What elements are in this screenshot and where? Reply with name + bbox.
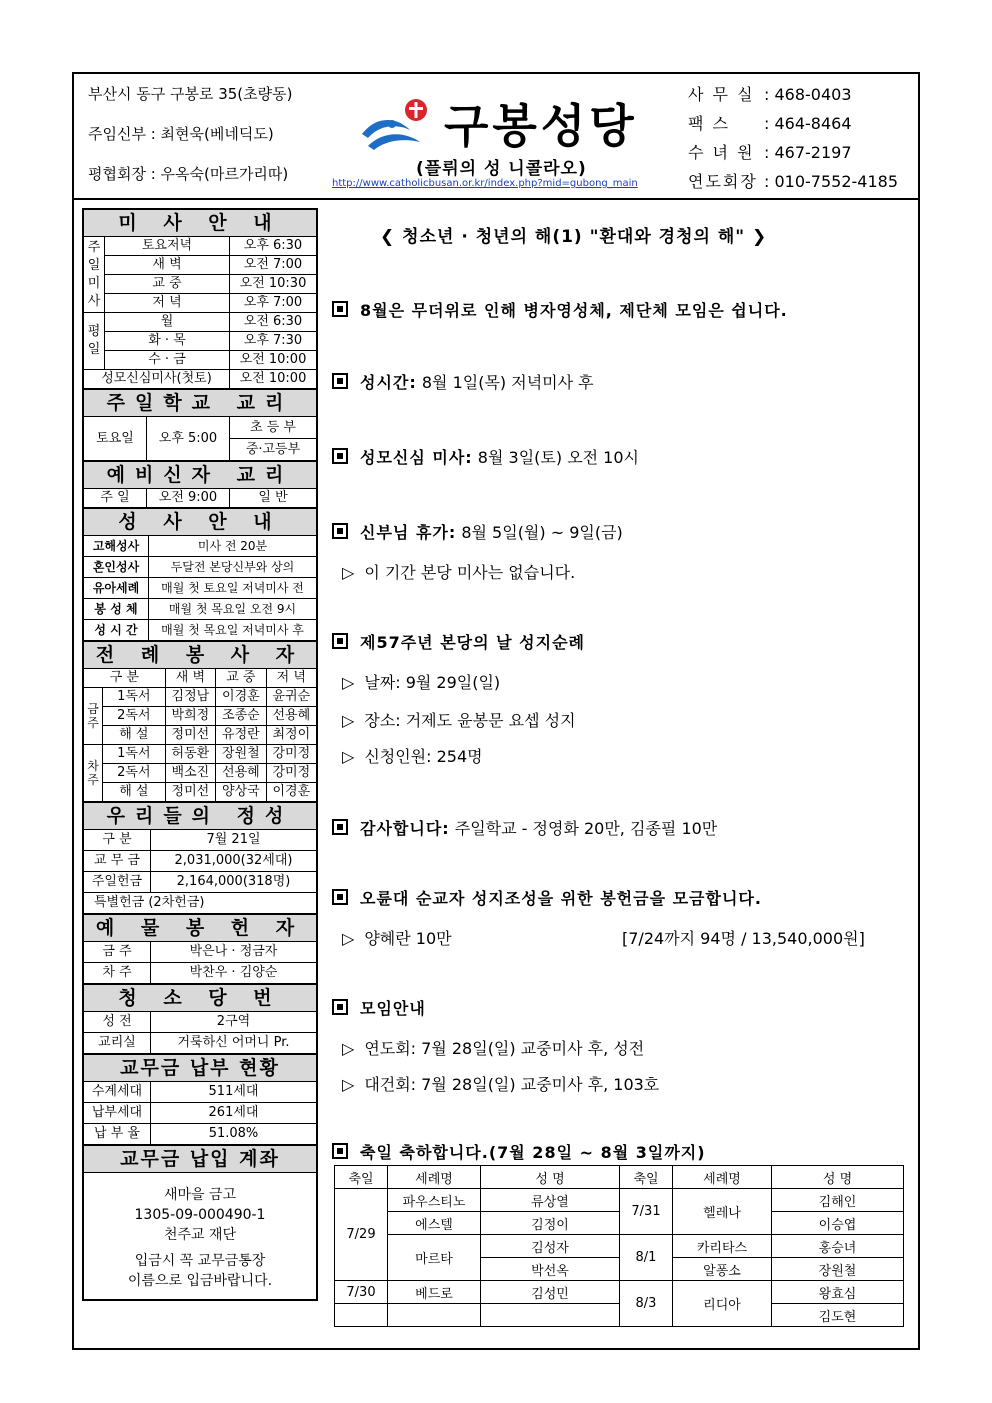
feast-baptismal: 리디아 xyxy=(673,1281,772,1327)
notice-pause: 8월은 무더위로 인해 병자영성체, 제단체 모임은 쉽니다. xyxy=(332,298,788,321)
contact-label: 사 무 실 xyxy=(688,85,755,104)
server-role: 해 설 xyxy=(103,726,166,745)
servers-table xyxy=(84,669,316,802)
notice-marian-mass: 성모신심 미사: 8월 3일(토) 오전 10시 xyxy=(332,445,639,468)
offering-name: 구 분 xyxy=(84,830,151,851)
donors-title: 예 물 봉 헌 자 xyxy=(84,914,316,942)
meeting-2: ▷ 대건회: 7월 28일(일) 교중미사 후, 103호 xyxy=(342,1075,660,1094)
notice-vacation: 신부님 휴가: 8월 5일(월) ~ 9일(금) xyxy=(332,520,623,543)
feast-person: 김성자 xyxy=(481,1235,620,1258)
catechumen-day: 주 일 xyxy=(84,489,147,508)
sacrament-desc: 매월 첫 목요일 오전 9시 xyxy=(149,599,317,620)
mass-time: 오후 7:00 xyxy=(230,294,317,313)
server-cell: 이경훈 xyxy=(216,688,266,707)
mass-title: 미 사 안 내 xyxy=(84,210,316,237)
sacraments-table xyxy=(84,536,316,641)
patron-saint: (플뤼의 성 니콜라오) xyxy=(416,159,587,179)
feast-date: 7/30 xyxy=(335,1281,388,1304)
mass-table xyxy=(84,237,316,389)
server-cell: 박희정 xyxy=(165,707,215,726)
sacrament-name: 고해성사 xyxy=(84,536,149,557)
server-role: 2독서 xyxy=(103,764,166,783)
dues-value: 511세대 xyxy=(151,1082,317,1103)
cleaning-table xyxy=(84,1012,316,1054)
donor-value: 박은나 · 정금자 xyxy=(151,942,317,963)
server-role: 해 설 xyxy=(103,783,166,802)
bullet-icon xyxy=(332,999,348,1015)
feast-baptismal: 알퐁소 xyxy=(673,1258,772,1281)
mass-name: 토요저녁 xyxy=(105,237,230,256)
offering-special: 특별헌금 (2차헌금) xyxy=(84,893,316,914)
pilgrimage-date: ▷ 날짜: 9월 29일(일) xyxy=(342,673,501,692)
account-line: 천주교 재단 xyxy=(163,1227,237,1243)
account-line: 1305-09-000490-1 xyxy=(134,1207,266,1223)
meeting-1: ▷ 연도회: 7월 28일(일) 교중미사 후, 성전 xyxy=(342,1039,645,1058)
sacrament-desc: 미사 전 20분 xyxy=(149,536,317,557)
sacrament-desc: 두달전 본당신부와 상의 xyxy=(149,557,317,578)
feast-header: 성 명 xyxy=(772,1166,904,1189)
contact-value: : 467-2197 xyxy=(764,143,852,162)
donor-name: 금 주 xyxy=(84,942,151,963)
bullet-icon xyxy=(332,889,348,905)
contact-value: : 010-7552-4185 xyxy=(764,172,898,191)
feast-empty xyxy=(388,1304,481,1327)
feast-baptismal: 마르타 xyxy=(388,1235,481,1281)
offering-title: 우리들의 정성 xyxy=(84,802,316,830)
sacraments-title: 성 사 안 내 xyxy=(84,508,316,536)
servers-header: 저 녁 xyxy=(266,669,316,688)
dues-name: 납부세대 xyxy=(84,1103,151,1124)
notice-thanks: 감사합니다: 주일학교 - 정영화 20만, 김종필 10만 xyxy=(332,816,717,839)
feast-person: 김도현 xyxy=(772,1304,904,1327)
server-cell: 허동환 xyxy=(165,745,215,764)
feast-date: 7/31 xyxy=(620,1189,673,1235)
server-cell: 장원철 xyxy=(216,745,266,764)
sacrament-name: 혼인성사 xyxy=(84,557,149,578)
sacrament-name: 봉 성 체 xyxy=(84,599,149,620)
dues-value: 261세대 xyxy=(151,1103,317,1124)
feast-header: 축일 xyxy=(335,1166,388,1189)
parish-url-link[interactable]: http://www.catholicbusan.or.kr/index.php?mid=gubong_main xyxy=(332,178,638,189)
servers-group-label: 금주 xyxy=(84,688,103,745)
server-role: 2독서 xyxy=(103,707,166,726)
dues-value: 51.08% xyxy=(151,1124,317,1145)
catechumen-table xyxy=(84,489,316,508)
account-line: 입금시 꼭 교무금통장 xyxy=(134,1253,266,1269)
feast-baptismal: 헬레나 xyxy=(673,1189,772,1235)
offering-value: 2,164,000(318명) xyxy=(151,872,317,893)
feast-date: 7/29 xyxy=(335,1189,388,1281)
mass-name: 교 중 xyxy=(105,275,230,294)
server-cell: 선용혜 xyxy=(266,707,316,726)
sunday-school-title: 주일학교 교리 xyxy=(84,389,316,417)
feast-person: 홍승녀 xyxy=(772,1235,904,1258)
cleaning-value: 거룩하신 어머니 Pr. xyxy=(151,1033,317,1054)
dues-title: 교무금 납부 현황 xyxy=(84,1054,316,1082)
server-cell: 김정남 xyxy=(165,688,215,707)
contact-label: 연도회장 xyxy=(688,172,758,191)
server-cell: 정미선 xyxy=(165,783,215,802)
server-cell: 유정란 xyxy=(216,726,266,745)
pilgrimage-count: ▷ 신청인원: 254명 xyxy=(342,747,483,766)
mass-time: 오후 7:30 xyxy=(230,332,317,351)
school-level: 초 등 부 xyxy=(230,417,317,439)
contact-value: : 468-0403 xyxy=(764,85,852,104)
bullet-icon xyxy=(332,633,348,649)
server-cell: 조종순 xyxy=(216,707,266,726)
servers-title: 전 례 봉 사 자 xyxy=(84,641,316,669)
parish-title xyxy=(332,84,680,196)
bullet-icon xyxy=(332,448,348,464)
feast-date: 8/1 xyxy=(620,1235,673,1281)
contact-list xyxy=(688,84,898,200)
offering-value: 7월 21일 xyxy=(151,830,317,851)
sunday-mass-label: 주 일 미 사 xyxy=(84,237,105,313)
servers-header: 교 중 xyxy=(216,669,266,688)
header-info xyxy=(88,84,293,204)
mass-name: 성모신심미사(첫토) xyxy=(84,370,230,389)
feast-baptismal: 카리타스 xyxy=(673,1235,772,1258)
server-role: 1독서 xyxy=(103,745,166,764)
bullet-icon xyxy=(332,819,348,835)
dues-table xyxy=(84,1082,316,1145)
sacrament-name: 유아세례 xyxy=(84,578,149,599)
sacrament-desc: 매월 첫 토요일 저녁미사 전 xyxy=(149,578,317,599)
pilgrimage-place: ▷ 장소: 거제도 윤봉문 요셉 성지 xyxy=(342,711,576,730)
bullet-icon xyxy=(332,301,348,317)
feast-baptismal: 파우스티노 xyxy=(388,1189,481,1212)
server-cell: 강미정 xyxy=(266,745,316,764)
feast-person: 이승엽 xyxy=(772,1212,904,1235)
feast-baptismal: 에스텔 xyxy=(388,1212,481,1235)
parish-logo-icon xyxy=(358,94,438,154)
parish-name: 구봉성당 xyxy=(444,99,638,153)
contact-label: 수 녀 원 xyxy=(688,143,755,162)
school-level: 중·고등부 xyxy=(230,439,317,461)
feast-header: 세례명 xyxy=(388,1166,481,1189)
sacrament-desc: 매월 첫 목요일 저녁미사 후 xyxy=(149,620,317,641)
cleaning-value: 2구역 xyxy=(151,1012,317,1033)
server-cell: 선용혜 xyxy=(216,764,266,783)
feast-person: 장원철 xyxy=(772,1258,904,1281)
account-title: 교무금 납입 계좌 xyxy=(84,1145,316,1173)
mass-time: 오전 10:30 xyxy=(230,275,317,294)
address: 부산시 동구 구봉로 35(초량동) xyxy=(88,85,293,103)
school-time: 오후 5:00 xyxy=(147,417,230,461)
server-cell: 양상국 xyxy=(216,783,266,802)
servers-group-label: 차주 xyxy=(84,745,103,802)
mass-time: 오전 7:00 xyxy=(230,256,317,275)
year-theme: ❮ 청소년 · 청년의 해(1) "환대와 경청의 해" ❯ xyxy=(380,227,768,247)
catechumen-time: 오전 9:00 xyxy=(147,489,230,508)
servers-header: 구 분 xyxy=(84,669,165,688)
server-cell: 이경훈 xyxy=(266,783,316,802)
catechumen-group: 일 반 xyxy=(230,489,317,508)
mass-name: 수 · 금 xyxy=(105,351,230,370)
server-cell: 윤귀순 xyxy=(266,688,316,707)
sunday-school-table xyxy=(84,417,316,461)
offering-value: 2,031,000(32세대) xyxy=(151,851,317,872)
feast-header: 세례명 xyxy=(673,1166,772,1189)
server-cell: 강미정 xyxy=(266,764,316,783)
mass-time: 오전 6:30 xyxy=(230,313,317,332)
mass-name: 월 xyxy=(105,313,230,332)
sacrament-name: 성 시 간 xyxy=(84,620,149,641)
feast-header: 성 명 xyxy=(481,1166,620,1189)
offering-table xyxy=(84,830,316,914)
offering-name: 주일헌금 xyxy=(84,872,151,893)
bullet-icon xyxy=(332,1143,348,1159)
feast-person: 왕효심 xyxy=(772,1281,904,1304)
donor-value: 박찬우 · 김양순 xyxy=(151,963,317,984)
bullet-icon xyxy=(332,523,348,539)
notice-fund: 오륜대 순교자 성지조성을 위한 봉헌금을 모금합니다. xyxy=(332,886,762,909)
notice-feast: 축일 축하합니다.(7월 28일 ~ 8월 3일까지) xyxy=(332,1140,706,1163)
cleaning-title: 청 소 당 번 xyxy=(84,984,316,1012)
feast-person: 김성민 xyxy=(481,1281,620,1304)
mass-name: 화 · 목 xyxy=(105,332,230,351)
fund-total: [7/24까지 94명 / 13,540,000원] xyxy=(622,929,865,948)
feast-empty xyxy=(481,1304,620,1327)
servers-header: 새 벽 xyxy=(165,669,215,688)
feast-person: 김해인 xyxy=(772,1189,904,1212)
contact-label: 팩 스 xyxy=(688,114,730,133)
server-role: 1독서 xyxy=(103,688,166,707)
account-line: 새마을 금고 xyxy=(163,1187,237,1203)
server-cell: 백소진 xyxy=(165,764,215,783)
feast-person: 박선옥 xyxy=(481,1258,620,1281)
server-cell: 최정이 xyxy=(266,726,316,745)
catechumen-title: 예비신자 교리 xyxy=(84,461,316,489)
cleaning-name: 성 전 xyxy=(84,1012,151,1033)
feast-date: 8/3 xyxy=(620,1281,673,1327)
pastor: 주임신부 : 최현욱(베네딕도) xyxy=(88,125,274,143)
offering-name: 교 무 금 xyxy=(84,851,151,872)
dues-name: 납 부 율 xyxy=(84,1124,151,1145)
bullet-icon xyxy=(332,373,348,389)
feast-baptismal: 베드로 xyxy=(388,1281,481,1304)
fund-donor: ▷ 양혜란 10만 xyxy=(342,929,452,948)
notice-meetings: 모임안내 xyxy=(332,996,426,1019)
contact-value: : 464-8464 xyxy=(764,114,852,133)
mass-name: 새 벽 xyxy=(105,256,230,275)
vacation-note: ▷ 이 기간 본당 미사는 없습니다. xyxy=(342,563,576,582)
server-cell: 정미선 xyxy=(165,726,215,745)
feast-header: 축일 xyxy=(620,1166,673,1189)
account-info xyxy=(84,1173,316,1299)
mass-name: 저 녁 xyxy=(105,294,230,313)
cleaning-name: 교리실 xyxy=(84,1033,151,1054)
mass-time: 오전 10:00 xyxy=(230,370,317,389)
donors-table xyxy=(84,942,316,984)
notice-pilgrimage: 제57주년 본당의 날 성지순례 xyxy=(332,630,585,653)
dues-name: 수계세대 xyxy=(84,1082,151,1103)
feast-person: 류상열 xyxy=(481,1189,620,1212)
feast-table xyxy=(334,1165,904,1327)
council-president: 평협회장 : 우옥숙(마르가리따) xyxy=(88,165,289,183)
account-line: 이름으로 입금바랍니다. xyxy=(127,1273,273,1289)
feast-person: 김정이 xyxy=(481,1212,620,1235)
mass-time: 오후 6:30 xyxy=(230,237,317,256)
feast-empty xyxy=(335,1304,388,1327)
school-day: 토요일 xyxy=(84,417,147,461)
left-column xyxy=(82,208,318,1301)
notice-holy-hour: 성시간: 8월 1일(목) 저녁미사 후 xyxy=(332,370,594,393)
donor-name: 차 주 xyxy=(84,963,151,984)
mass-time: 오전 10:00 xyxy=(230,351,317,370)
weekday-mass-label: 평 일 xyxy=(84,313,105,370)
